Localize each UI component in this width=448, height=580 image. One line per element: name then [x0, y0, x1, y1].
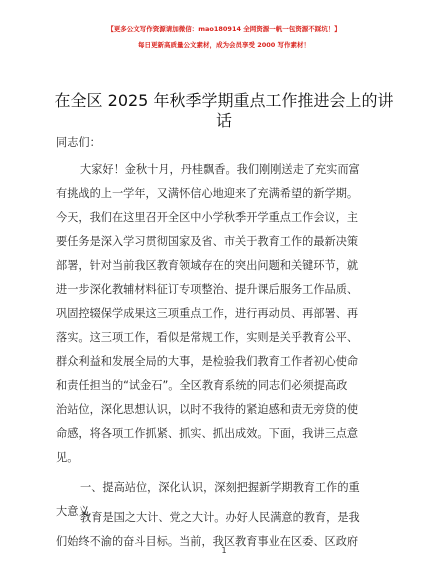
body-line: 治站位，深化思想认识，以时不我待的紧迫感和责无旁贷的使 [56, 403, 359, 416]
body-line: 要任务是深入学习贯彻国家及省、市关于教育工作的最新决策 [56, 235, 359, 248]
promo-banner-line-1: 【更多公文写作资源请加微信：mao180914 全网资源一帆一包资源不踩坑！】 [107, 25, 341, 33]
promo-banner-line-2: 每日更新高质量公文素材，成为会员享受 2000 写作素材！ [137, 41, 311, 49]
body-line-16: 们始终不渝的奋斗目标。当前，我区教育事业在区委、区政府 [56, 535, 359, 548]
body-line: 和责任担当的“试金石”。全区教育系统的同志们必须提高政 [56, 379, 348, 392]
body-line: 落实。这三项工作，看似是常规工作，实则是关乎教育公平、 [56, 331, 359, 344]
document-title-line-2: 话 [215, 111, 232, 130]
salutation: 同志们： [56, 136, 101, 149]
body-line: 群众利益和发展全局的大事，是检验我们教育工作者初心使命 [56, 355, 359, 368]
body-line: 巩固控辍保学成果这三项重点工作，进行再动员、再部署、再 [56, 307, 359, 320]
body-line: 部署，针对当前我区教育领域存在的突出问题和关键环节，就 [56, 259, 359, 272]
body-line: 见。 [56, 451, 79, 464]
section-heading-line-2: 大意义 [56, 505, 90, 518]
body-line: 大家好！金秋十月，丹桂飘香。我们刚刚送走了充实而富 [80, 163, 360, 176]
body-line: 进一步深化教辅材料征订专项整治、提升课后服务工作品质、 [56, 283, 359, 296]
body-line: 命感，将各项工作抓紧、抓实、抓出成效。下面，我讲三点意 [56, 427, 359, 440]
body-line: 有挑战的上一学年，又满怀信心地迎来了充满希望的新学期。 [56, 187, 359, 200]
page-number: 1 [221, 546, 227, 555]
body-line-15: 教育是国之大计、党之大计。办好人民满意的教育，是我 [80, 511, 360, 524]
section-heading-line-1: 一、提高站位，深化认识，深刻把握新学期教育工作的重 [80, 481, 360, 494]
body-line: 今天，我们在这里召开全区中小学秋季开学重点工作会议，主 [56, 211, 359, 224]
document-title-line-1: 在全区 2025 年秋季学期重点工作推进会上的讲 [54, 91, 394, 110]
